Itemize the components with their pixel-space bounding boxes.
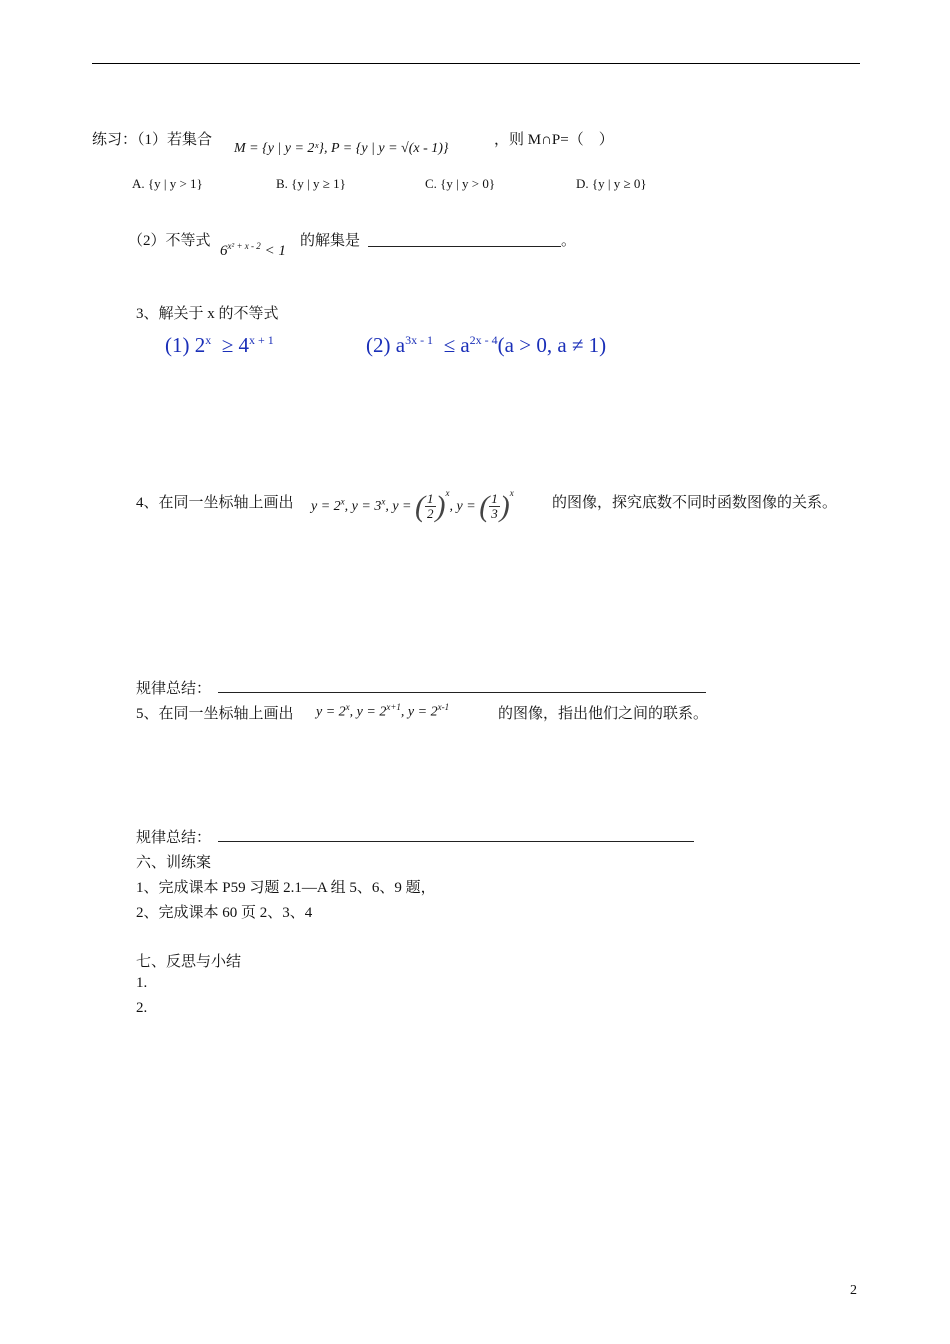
header-rule <box>92 63 860 64</box>
q4-prefix: 4、在同一坐标轴上画出 <box>136 495 294 511</box>
summary2-blank[interactable] <box>218 841 694 842</box>
q5-f3-exp: x-1 <box>437 702 450 712</box>
q2-expression <box>220 241 286 260</box>
q4-frac-half-den: 2 <box>427 506 434 522</box>
q4-f2-exp: x <box>381 496 386 507</box>
q5-f2: , y = 2 <box>349 704 387 720</box>
q5-f1-exp: x <box>345 702 350 712</box>
q5-prefix: 5、在同一坐标轴上画出 <box>136 706 294 722</box>
q2-answer-blank[interactable] <box>368 246 561 247</box>
q2-base: 6 <box>220 243 228 259</box>
q4-suffix: 的图像，探究底数不同时函数图像的关系。 <box>552 495 838 511</box>
q3-part2-exp2: 2x - 4 <box>469 333 498 347</box>
q4-frac-third-den: 3 <box>491 506 498 522</box>
option-c: C. {y | y > 0} <box>425 176 496 191</box>
q2-prefix: （2）不等式 <box>128 233 211 249</box>
option-a: A. {y | y > 1} <box>132 176 203 191</box>
q4-f2: , y = 3 <box>344 499 382 514</box>
q4-frac-half <box>425 492 436 521</box>
q3-part1-base: (1) 2 <box>165 333 206 357</box>
q3-part2-cond: (a > 0, a ≠ 1) <box>497 333 607 357</box>
q4-f4-exp: x <box>509 488 514 498</box>
q4-frac-third <box>489 492 500 521</box>
option-d: D. {y | y ≥ 0} <box>576 176 647 191</box>
q3-part1-mid: ≥ 4 <box>221 333 250 357</box>
page-number: 2 <box>850 1283 857 1298</box>
q5-f1: y = 2 <box>316 704 346 720</box>
q2-relation: < 1 <box>264 243 286 259</box>
q4-f4: , y = <box>449 499 480 514</box>
q5-suffix: 的图像，指出他们之间的联系。 <box>498 706 709 722</box>
summary2-label: 规律总结： <box>136 830 212 846</box>
q3-part2-mid: ≤ a <box>443 333 470 357</box>
q4-functions: $y = 2^x$, $y = 3^x$, y = ( $\frac{1}{2}$ )$^x$, y = ( $\frac{1}{3}$ )$^x$ <box>311 488 514 523</box>
q4-f1: y = 2 <box>311 499 341 514</box>
q5-f3: , y = 2 <box>400 704 438 720</box>
summary1-label: 规律总结： <box>136 681 212 697</box>
q5-f2-exp: x+1 <box>386 702 401 712</box>
q4-frac-half-num: 1 <box>427 491 434 507</box>
q3-part1-exp1: x <box>205 333 212 347</box>
q5-functions <box>316 702 449 721</box>
q3-part1-exp2: x + 1 <box>249 333 274 347</box>
exercise-label: 练习：（1）若集合 <box>92 132 213 148</box>
option-b: B. {y | y ≥ 1} <box>276 176 346 191</box>
q3-part2-exp1: 3x - 1 <box>405 333 434 347</box>
q4-f3: , y = <box>385 499 416 514</box>
q2-suffix: 的解集是 <box>300 233 361 249</box>
q2-end: 。 <box>561 233 577 249</box>
exercise-tail: ，则 M∩P=（ ） <box>494 132 614 148</box>
q3-part2 <box>366 333 606 358</box>
section6-item1: 1、完成课本 P59 习题 2.1—A 组 5、6、9 题， <box>136 880 436 896</box>
q4-f1-exp: x <box>340 496 345 507</box>
q3-part1 <box>165 333 274 358</box>
q3-part2-base: (2) a <box>366 333 406 357</box>
section7-item2: 2. <box>136 1000 148 1016</box>
section7-title: 七、反思与小结 <box>136 954 242 970</box>
q4-f3-exp: x <box>445 488 450 498</box>
section6-title: 六、训练案 <box>136 855 212 871</box>
summary1-blank[interactable] <box>218 692 706 693</box>
exercise-sets: M = {y | y = 2ˣ}, P = {y | y = √(x - 1)} <box>234 141 449 156</box>
q2-exponent: x² + x - 2 <box>227 241 261 251</box>
q3-title: 3、解关于 x 的不等式 <box>136 306 279 322</box>
section7-item1: 1. <box>136 975 148 991</box>
section6-item2: 2、完成课本 60 页 2、3、4 <box>136 905 313 921</box>
q4-frac-third-num: 1 <box>491 491 498 507</box>
